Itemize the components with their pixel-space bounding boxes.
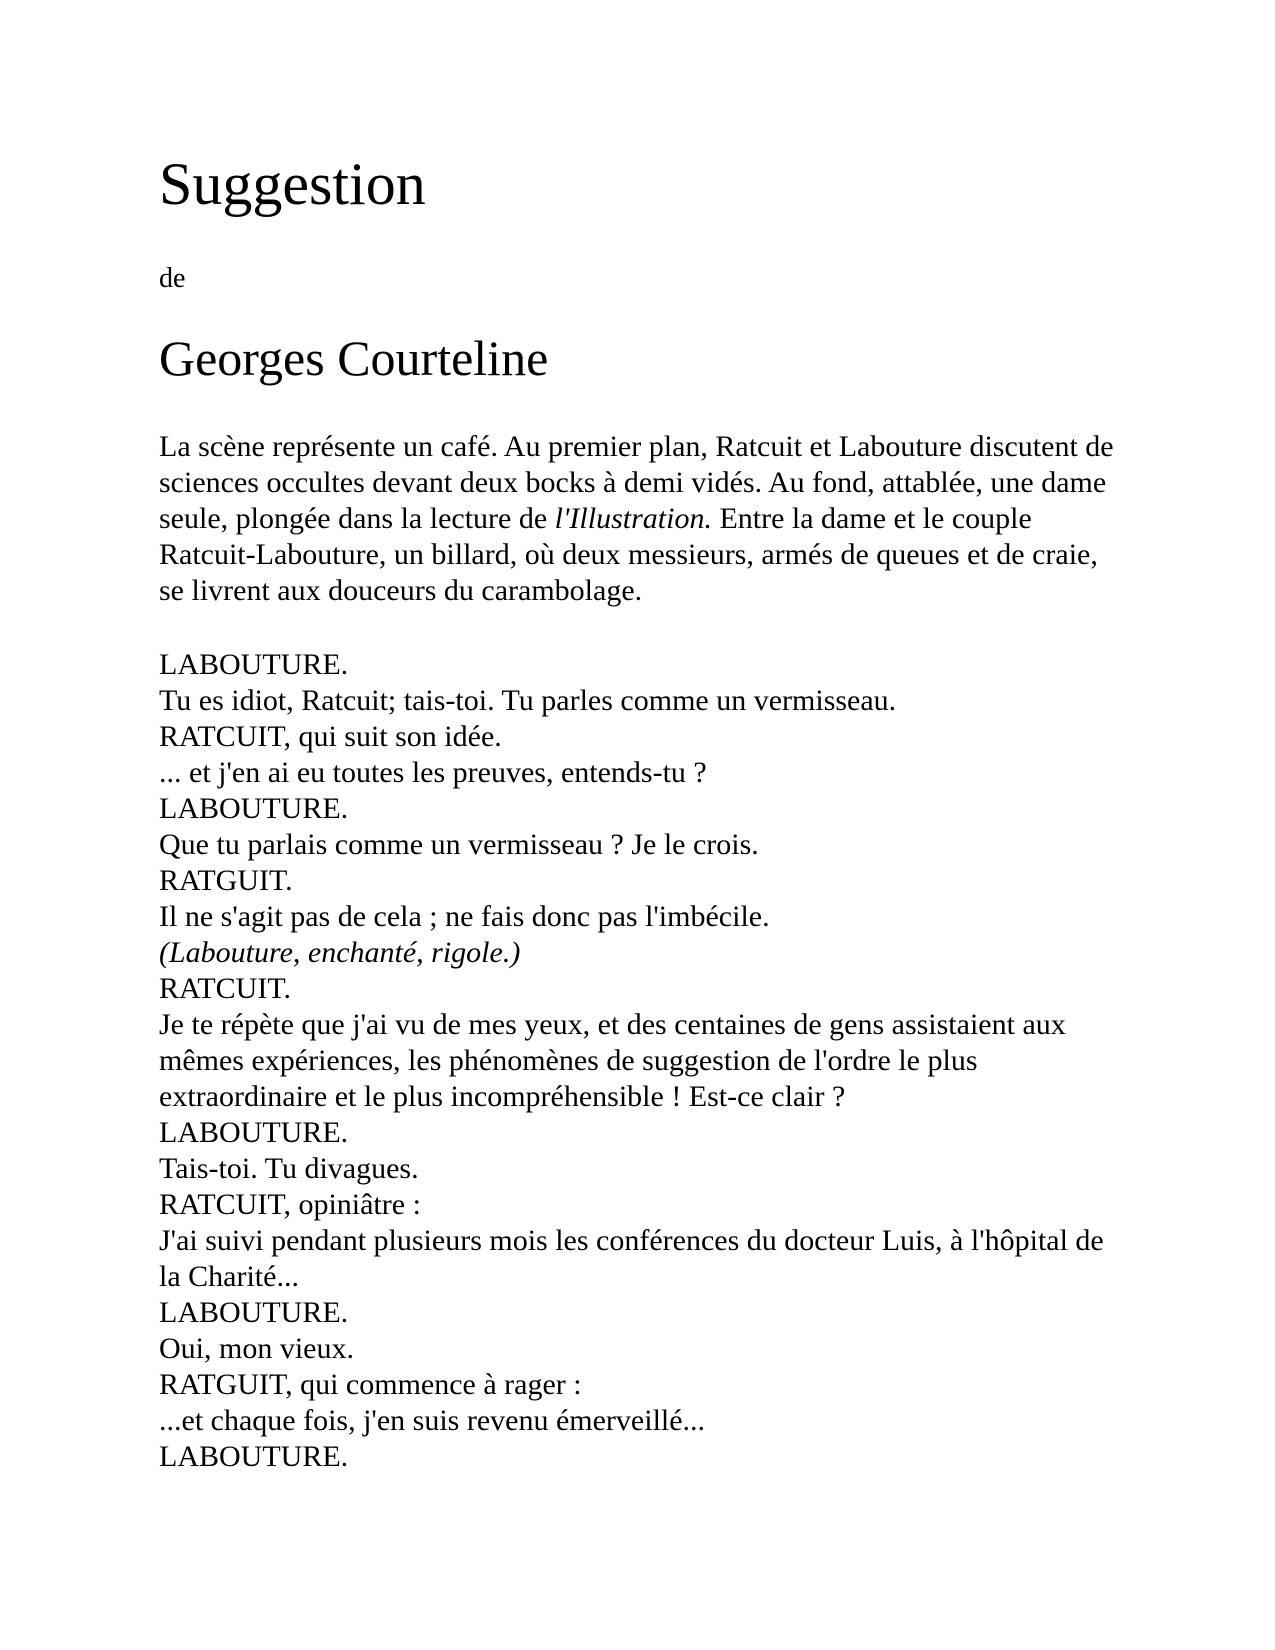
intro-text-part2: Entre la dame et le couple Ratcuit-Labouture, un billard, où deux messieurs, armés de queues et de craie, se livrent aux douceurs du carambolage. [159,502,1098,607]
dialogue-line: RATCUIT, qui suit son idée. [159,720,502,753]
intro-text-part1: La scène représente un café. Au premier plan, Ratcuit et Labouture discutent de sciences occultes devant deux bocks à demi vidés. Au fond, attablée, une dame seule, plongée dans la lecture de [159,430,1114,535]
dialogue-line: Oui, mon vieux. [159,1332,354,1365]
dialogue-line: Tu es idiot, Ratcuit; tais-toi. Tu parles comme un vermisseau. [159,684,897,717]
document-title: Suggestion [159,151,426,217]
dialogue-line: LABOUTURE. [159,792,349,825]
dialogue-line: LABOUTURE. [159,648,349,681]
dialogue-line: RATGUIT, qui commence à rager : [159,1368,582,1401]
dialogue [159,647,1119,1475]
dialogue-line: LABOUTURE. [159,1116,349,1149]
byline: de [159,263,186,294]
dialogue-line: RATCUIT, opiniâtre : [159,1188,421,1221]
intro-italic-title: l'Illustration. [554,502,712,535]
dialogue-line: J'ai suivi pendant plusieurs mois les conférences du docteur Luis, à l'hôpital de la Charité... [159,1224,1104,1293]
dialogue-line: RATGUIT. [159,864,293,897]
dialogue-line: Il ne s'agit pas de cela ; ne fais donc pas l'imbécile. [159,900,770,933]
dialogue-line: ...et chaque fois, j'en suis revenu émerveillé... [159,1404,706,1437]
dialogue-line: Je te répète que j'ai vu de mes yeux, et des centaines de gens assistaient aux mêmes expériences, les phénomènes de suggestion de l'ordre le plus extraordinaire et le plus incompréhensible ! Est-ce clair ? [159,1008,1066,1113]
dialogue-line: Que tu parlais comme un vermisseau ? Je le crois. [159,828,759,861]
dialogue-line: LABOUTURE. [159,1296,349,1329]
stage-direction: (Labouture, enchanté, rigole.) [159,936,521,969]
dialogue-line: LABOUTURE. [159,1440,349,1473]
dialogue-line: Tais-toi. Tu divagues. [159,1152,419,1185]
stage-direction-intro [159,429,1119,609]
dialogue-line: ... et j'en ai eu toutes les preuves, entends-tu ? [159,756,707,789]
dialogue-line: RATCUIT. [159,972,291,1005]
author-name: Georges Courteline [159,330,549,386]
